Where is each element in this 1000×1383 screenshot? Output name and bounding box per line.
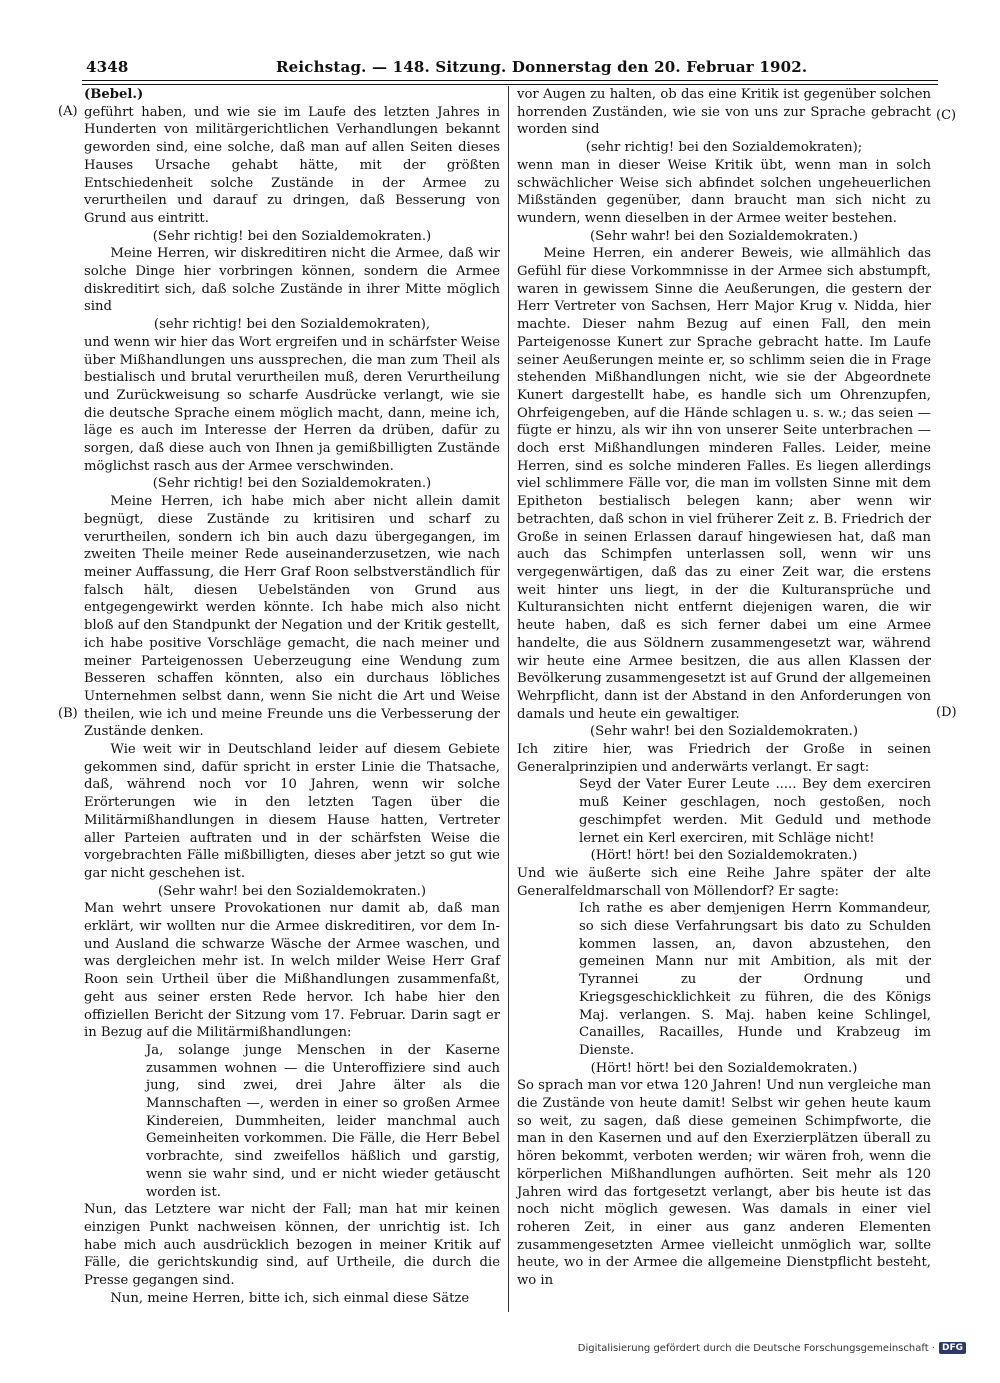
interjection: (Sehr richtig! bei den Sozialdemokraten.): [152, 476, 432, 492]
interjection: (Hört! hört! bei den Sozialdemokraten.): [590, 1060, 858, 1076]
quotation: Seyd der Vater Eurer Leute ..... Bey dem exerciren muß Keiner geschlagen, noch gestoßen, noch geschimpfet werden. Mit Geduld und methode lernet ein Kerl exerciren, mit Schläge nicht!: [579, 777, 931, 846]
quotation: Ich rathe es aber demjenigen Herrn Kommandeur, so sich diese Verfahrungsart bis dato zu Schulden kommen lassen, an, davon abzustehen, den gemeinen Mann nur mit Ambition, als mit der Tyrannei zu der Ordnung und Kriegsgeschicklichkeit zu führen, die des Königs Maj. verlangen. S. Maj. haben keine Schlingel, Canailles, Racailles, Hunde und Krabzeug im Dienste.: [579, 901, 931, 1058]
interjection: (sehr richtig! bei den Sozialdemokraten);: [585, 140, 863, 156]
interjection: (Sehr richtig! bei den Sozialdemokraten.): [152, 228, 432, 244]
paragraph: wenn man in dieser Weise Kritik übt, wenn man in solch schwächlicher Weise sich abfindet solchen ungeheuerlichen Mißständen gegenüber, dann braucht man sich nicht zu wundern, wenn dieselben in der Armee weiter bestehen.: [517, 157, 931, 226]
header-rule: [82, 80, 938, 85]
paragraph: vor Augen zu halten, ob das eine Kritik ist gegenüber solchen horrenden Zuständen, wie sie von uns zur Sprache gebracht worden sind: [517, 87, 931, 138]
paragraph: Wie weit wir in Deutschland leider auf diesem Gebiete gekommen sind, dafür spricht in erster Linie die Thatsache, daß, während noch vor 10 Jahren, wenn wir solche Erörterungen wie in den letzten Tagen über die Militärmißhandlungen in diesem Hause hatten, Vertreter aller Parteien auftraten und in der schärfsten Weise die vorgebrachten Fälle mißbilligten, dieses aber jetzt so gut wie gar nicht geschehen ist.: [84, 742, 500, 881]
paragraph: geführt haben, und wie sie im Laufe des letzten Jahres in Hunderten von militärgerichtlichen Verhandlungen bekannt geworden sind, eine solche, daß man auf allen Seiten dieses Hauses Ursache gehabt hätte, mit der größten Entschiedenheit solche Zustände in der Armee zu verurtheilen und darauf zu dringen, daß Besserung von Grund aus eintritt.: [84, 104, 500, 226]
paragraph: Man wehrt unsere Provokationen nur damit ab, daß man erklärt, wir wollten nur die Armee diskreditiren, vor dem In- und Ausland die schwarze Wäsche der Armee waschen, und was dergleichen mehr ist. In welch milder Weise Herr Graf Roon sein Urtheil über die Mißhandlungen zusammenfaßt, geht aus seiner ersten Rede hervor. Ich habe hier den offiziellen Bericht der Sitzung vom 17. Februar. Darin sagt er in Bezug auf die Militärmißhandlungen:: [84, 901, 500, 1041]
margin-marker-a: (A): [58, 104, 78, 119]
interjection: (Hört! hört! bei den Sozialdemokraten.): [590, 848, 858, 864]
paragraph: Meine Herren, wir diskreditiren nicht die Armee, daß wir solche Dinge hier vorbringen können, sondern die Armee diskreditirt sich, daß solche Zustände in ihrer Mitte möglich sind: [84, 246, 500, 315]
paragraph: Ich zitire hier, was Friedrich der Große in seinen Generalprinzipien und anderwärts verlangt. Er sagt:: [517, 742, 931, 775]
digitization-footer: [578, 1342, 966, 1354]
quotation: Ja, solange junge Menschen in der Kaserne zusammen wohnen — die Unteroffiziere sind auch jung, sind zwei, drei Jahre älter als die Mannschaften —, werden in einer so großen Armee Kindereien, Dummheiten, leider manchmal auch Gemeinheiten vorkommen. Die Fälle, die Herr Bebel vorbrachte, sind zweifellos häßlich und garstig, wenn sie wahr sind, und er nicht wieder getäuscht worden ist.: [146, 1042, 500, 1200]
page-header: [86, 56, 938, 80]
interjection: (sehr richtig! bei den Sozialdemokraten),: [153, 317, 431, 333]
margin-marker-b: (B): [58, 706, 78, 721]
dfg-logo: DFG: [939, 1342, 966, 1354]
paragraph: Nun, meine Herren, bitte ich, sich einmal diese Sätze: [110, 1290, 470, 1306]
speaker-label: (Bebel.): [84, 87, 144, 102]
column-divider: [508, 86, 509, 1312]
paragraph: Meine Herren, ein anderer Beweis, wie allmählich das Gefühl für diese Vorkommnisse in der Armee sich abstumpft, waren in gewissem Sinne die Aeußerungen, die gestern der Herr Vertreter von Sachsen, Herr Major Krug v. Nidda, hier machte. Dieser nahm Bezug auf einen Fall, den mein Parteigenosse Kunert zur Sprache gebracht hatte. Im Laufe seiner Aeußerungen meinte er, so schlimm seien die in Frage stehenden Mißhandlungen nicht, wie sie der Abgeordnete Kunert dargestellt habe, es handle sich um Ohrenzupfen, Ohrfeigengeben, auf die Hände schlagen u. s. w.; das seien — fügte er hinzu, als wir ihn von unserer Seite unterbrachen — doch erst Mißhandlungen minderen Falles. Leider, meine Herren, sind es solche minderen Falles. Es liegen allerdings viel schlimmere Fälle vor, die man im vollsten Sinne mit dem Epitheton bestialisch belegen kann; aber wenn wir betrachten, daß schon in viel früherer Zeit z. B. Friedrich der Große in seinen Erlassen darauf hingewiesen hat, daß man auch das Schimpfen unterlassen soll, wenn wir uns vergegenwärtigen, daß das zu einer Zeit war, die erstens weit hinter uns liegt, in der die Kulturansprüche und Kulturansichten nicht entfernt diejenigen waren, die wir heute haben, daß es sich ferner dabei um eine Armee handelte, die aus Söldnern zusammengesetzt war, während wir heute eine Armee besitzen, die aus allen Klassen der Bevölkerung zusammengesetzt ist auf Grund der allgemeinen Wehrpflicht, dann ist der Abstand in den Anforderungen von damals und heute ein gewaltiger.: [517, 246, 931, 722]
paragraph: und wenn wir hier das Wort ergreifen und in schärfster Weise über Mißhandlungen uns aussprechen, die man zum Theil als bestialisch und brutal verurtheilen muß, deren Verurtheilung und Zurückweisung so scharfe Ausdrücke verlangt, wie sie die deutsche Sprache einem möglich macht, dann, meine ich, läge es auch im Interesse der Herren da drüben, dafür zu sorgen, daß diese auch von Ihnen ja gemißbilligten Zustände möglichst rasch aus der Armee verschwinden.: [84, 334, 500, 474]
interjection: (Sehr wahr! bei den Sozialdemokraten.): [590, 228, 858, 244]
running-title: Reichstag. — 148. Sitzung. Donnerstag den 20. Februar 1902.: [276, 58, 808, 76]
margin-marker-c: (C): [936, 108, 957, 123]
paragraph: Meine Herren, ich habe mich aber nicht allein damit begnügt, diese Zustände zu kritisiren und scharf zu verurtheilen, sondern ich bin auch dazu übergegangen, im zweiten Theile meiner Rede auseinanderzusetzen, wie nach meiner Auffassung, die Herr Graf Roon selbstverständlich für falsch hält, diesen Uebelständen von Grund aus entgegengewirkt werden könnte. Ich habe mich also nicht bloß auf den Standpunkt der Negation und der Kritik gestellt, ich habe positive Vorschläge gemacht, die nach meiner und meiner Parteigenossen Ueberzeugung eine Wendung zum Besseren schaffen könnten, also ein durchaus löbliches Unternehmen selbst dann, wenn Sie nicht die Art und Weise theilen, wie ich und meine Freunde uns die Verbesserung der Zustände denken.: [84, 494, 500, 740]
page-number: 4348: [86, 58, 129, 76]
interjection: (Sehr wahr! bei den Sozialdemokraten.): [590, 724, 858, 740]
left-column: [84, 86, 500, 1308]
margin-marker-d: (D): [936, 705, 957, 720]
interjection: (Sehr wahr! bei den Sozialdemokraten.): [158, 883, 426, 899]
paragraph: Nun, das Letztere war nicht der Fall; man hat mir keinen einzigen Punkt nachweisen können, der unrichtig ist. Ich habe mich auch ausdrücklich bezogen in meiner Kritik auf Fälle, die gerichtskundig sind, auf Urtheile, die durch die Presse gegangen sind.: [84, 1202, 500, 1289]
paragraph: So sprach man vor etwa 120 Jahren! Und nun vergleiche man die Zustände von heute damit! Selbst wir gehen heute kaum so weit, zu sagen, daß diese gemeinen Schimpfworte, die man in den Kasernen und auf den Exerzierplätzen überall zu hören bekommt, verboten werden; wir wären froh, wenn die körperlichen Mißhandlungen aufhörten. Seit mehr als 120 Jahren wird das fortgesetzt verlangt, aber bis heute ist das noch nicht möglich gewesen. Was damals in einer viel roheren Zeit, in einer aus ganz anderen Elementen zusammengesetzten Armee vielleicht unmöglich war, sollte heute, wo in der Armee die allgemeine Dienstpflicht besteht, wo in: [517, 1078, 931, 1289]
right-column: [517, 86, 931, 1290]
paragraph: Und wie äußerte sich eine Reihe Jahre später der alte Generalfeldmarschall von Möllendorf? Er sagte:: [517, 865, 931, 899]
footer-text: Digitalisierung gefördert durch die Deutsche Forschungsgemeinschaft ·: [577, 1342, 935, 1354]
